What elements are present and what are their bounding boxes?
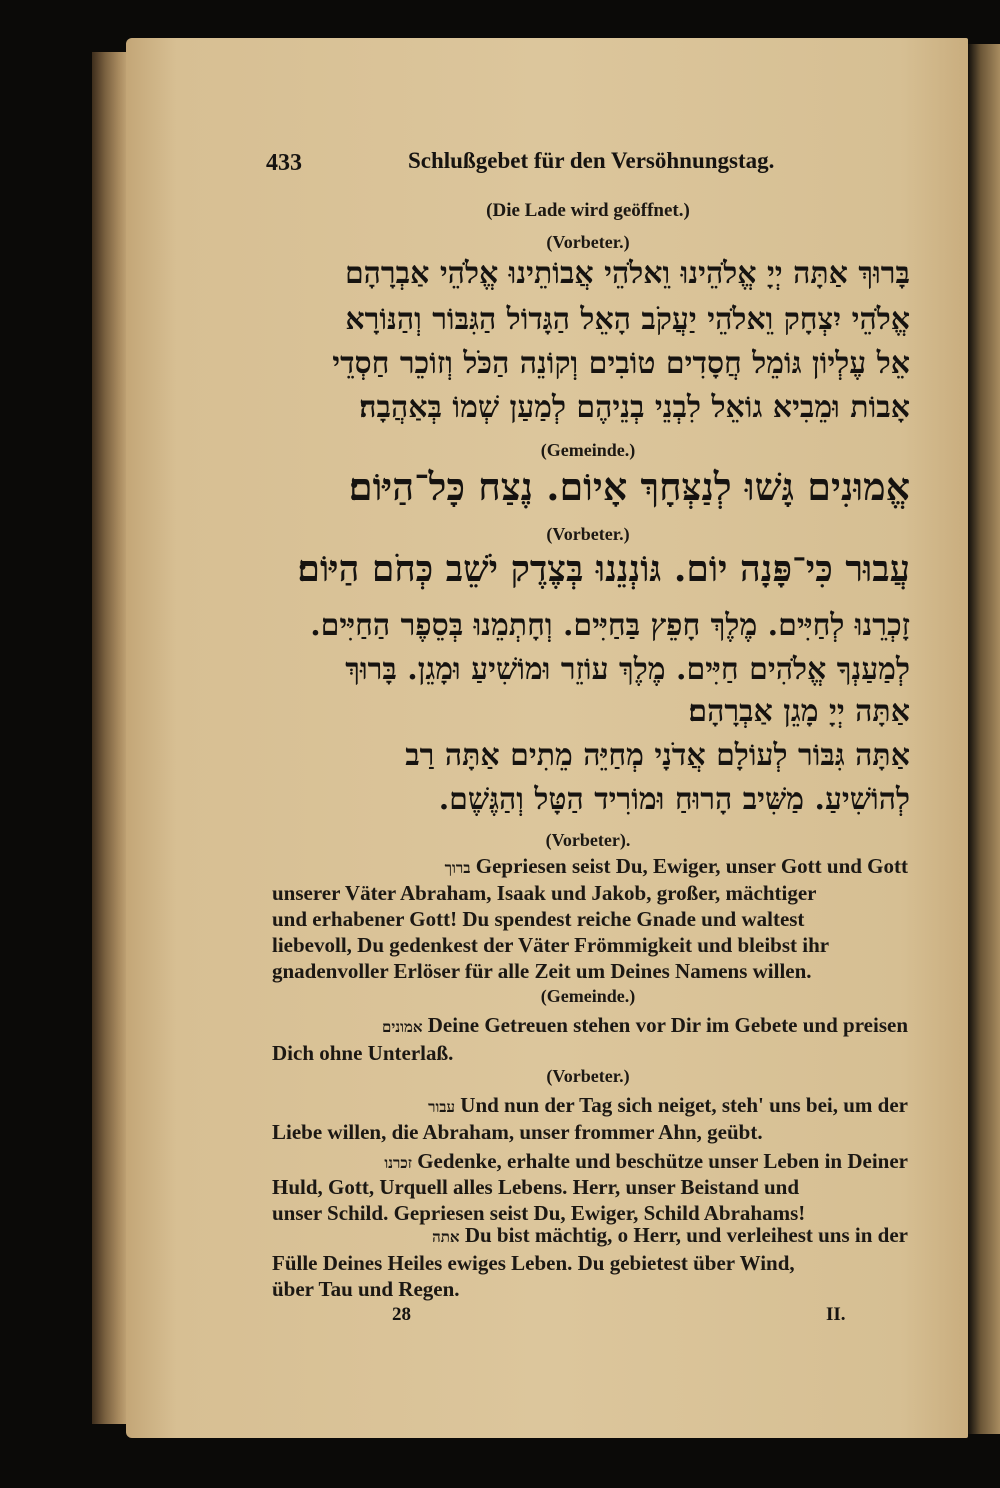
hebrew-headword: זכרנו — [384, 1154, 412, 1172]
hebrew-line: אֵל עֶלְיוֹן גּוֹמֵל חֲסָדִים טוֹבִים וְקוֹנֵה הַכֹּל וְזוֹכֵר חַסְדֵי — [332, 346, 910, 381]
german-text: Gepriesen seist Du, Ewiger, unser Gott und Gott — [475, 854, 908, 878]
german-line: über Tau und Regen. — [272, 1277, 460, 1301]
german-line: unser Schild. Gepriesen seist Du, Ewiger, Schild Abrahams! — [272, 1201, 806, 1225]
german-line: Liebe willen, die Abraham, unser frommer Ahn, geübt. — [272, 1120, 763, 1144]
hebrew-line: אַתָּה יְיָ מָגֵן אַבְרָהָם׃ — [688, 694, 910, 729]
hebrew-headword: עבור — [428, 1098, 456, 1116]
hebrew-headword: אתה — [432, 1228, 460, 1246]
german-line — [272, 1148, 908, 1177]
hebrew-line: בָּרוּךְ אַתָּה יְיָ אֱלֹהֵינוּ וֵאלֹהֵי אֲבוֹתֵינוּ אֱלֹהֵי אַבְרָהָם — [344, 256, 910, 291]
german-line — [272, 1222, 908, 1251]
label-cantor: (Vorbeter.) — [546, 524, 630, 544]
volume-mark: II. — [826, 1304, 846, 1325]
german-line: Dich ohne Unterlaß. — [272, 1041, 454, 1065]
hebrew-headword: אמונים — [381, 1018, 423, 1036]
book-binding-edge — [92, 52, 130, 1424]
german-line: unserer Väter Abraham, Isaak und Jakob, großer, mächtiger — [272, 881, 817, 905]
german-line — [272, 1092, 908, 1121]
german-text: Und nun der Tag sich neiget, steh' uns bei, um der — [460, 1093, 908, 1117]
hebrew-congregation-response: אֱמוּנִים גָּשׁוּ לְנַצְּחָךְ אָיוֹם. נֶצַח כָּל־הַיּוֹם׃ — [348, 464, 910, 509]
hebrew-line: זָכְרֵנוּ לְחַיִּים. מֶלֶךְ חָפֵץ בַּחַיִּים. וְחָתְמֵנוּ בְּסֵפֶר הַחַיִּים. — [310, 608, 910, 643]
hebrew-line: לְהוֹשִׁיעַ. מַשִּׁיב הָרוּחַ וּמוֹרִיד הַטָּל וְהַגֶּשֶׁם. — [438, 782, 910, 817]
hebrew-line: אַתָּה גִּבּוֹר לְעוֹלָם אֲדֹנָי מְחַיֵּה מֵתִים אַתָּה רַב — [405, 738, 910, 773]
german-text: Gedenke, erhalte und beschütze unser Leben in Deiner — [417, 1149, 908, 1173]
german-line: und erhabener Gott! Du spendest reiche Gnade und waltest — [272, 907, 805, 931]
german-line — [272, 1012, 908, 1041]
hebrew-line: לְמַעַנְךָ אֱלֹהִים חַיִּים. מֶלֶךְ עוֹזֵר וּמוֹשִׁיעַ וּמָגֵן. בָּרוּךְ — [345, 652, 910, 687]
page-number: 433 — [266, 150, 302, 176]
german-line: liebevoll, Du gedenkest der Väter Frömmigkeit und bleibst ihr — [272, 933, 830, 957]
german-line: Fülle Deines Heiles ewiges Leben. Du gebietest über Wind, — [272, 1251, 795, 1275]
label-cantor: (Vorbeter.) — [546, 232, 630, 252]
label-cantor-german: (Vorbeter.) — [546, 1066, 630, 1086]
hebrew-line: אֱלֹהֵי יִצְחָק וֵאלֹהֵי יַעֲקֹב הָאֵל הַגָּדוֹל הַגִּבּוֹר וְהַנּוֹרָא — [345, 302, 910, 337]
label-cantor-german: (Vorbeter). — [545, 830, 631, 850]
german-line — [272, 853, 908, 882]
hebrew-cantor-verse: עֲבוּר כִּי־פָּנָה יוֹם. גּוֹנְנֵנוּ בְּצֶדֶק יֹשֵׁב כְּחֹם הַיּוֹם׃ — [297, 548, 910, 590]
german-text: Deine Getreuen stehen vor Dir im Gebete und preisen — [427, 1013, 908, 1037]
running-title: Schlußgebet für den Versöhnungstag. — [408, 148, 775, 173]
hebrew-line: אָבוֹת וּמֵבִיא גוֹאֵל לִבְנֵי בְנֵיהֶם לְמַעַן שְׁמוֹ בְּאַהֲבָה׃ — [359, 390, 910, 425]
german-line: Huld, Gott, Urquell alles Lebens. Herr, unser Beistand und — [272, 1175, 800, 1199]
facing-page-edge — [968, 44, 1000, 1434]
german-line: gnadenvoller Erlöser für alle Zeit um Deines Namens willen. — [272, 959, 812, 983]
label-congregation-german: (Gemeinde.) — [540, 986, 636, 1006]
hebrew-headword: ברוך — [444, 859, 471, 877]
label-congregation: (Gemeinde.) — [540, 440, 636, 460]
label-ark-opened: (Die Lade wird geöffnet.) — [486, 200, 690, 221]
german-text: Du bist mächtig, o Herr, und verleihest uns in der — [464, 1223, 908, 1247]
signature-number: 28 — [392, 1304, 411, 1325]
